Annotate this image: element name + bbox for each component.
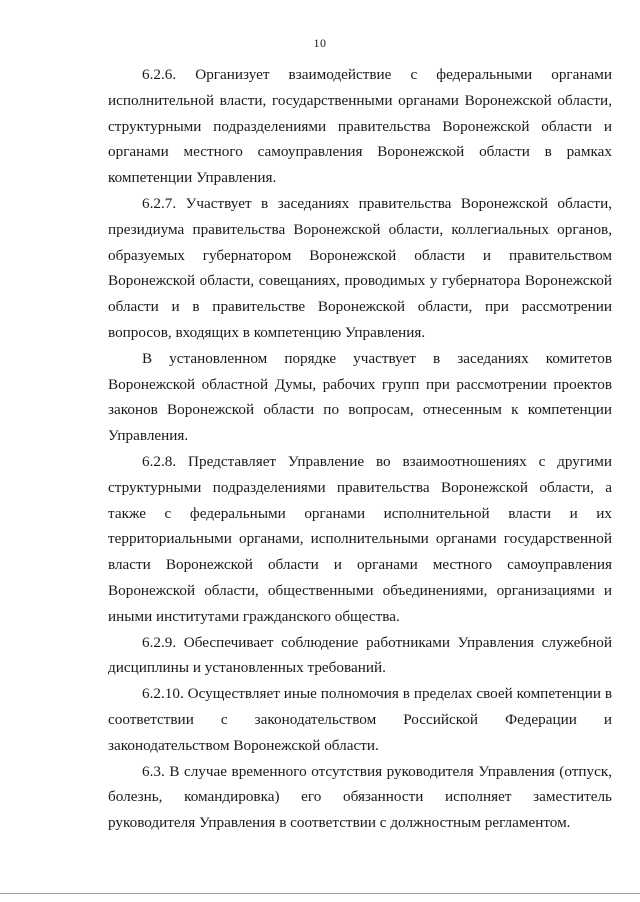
paragraph-6-2-6: 6.2.6. Организует взаимодействие с федеральными органами исполнительной власти, государственными органами Воронежской области, структурными подразделениями правительства Воронежской области и органами местного самоуправления Воронежской области в рамках компетенции Управления. xyxy=(108,66,612,187)
document-body xyxy=(108,62,612,836)
paragraph-6-2-10: 6.2.10. Осуществляет иные полномочия в пределах своей компетенции в соответствии с законодательством Российской Федерации и законодательством Воронежской области. xyxy=(108,685,612,754)
paragraph-6-2-7-continuation: В установленном порядке участвует в заседаниях комитетов Воронежской областной Думы, рабочих групп при рассмотрении проектов законов Воронежской области по вопросам, отнесенным к компетенции Управления. xyxy=(108,349,612,445)
page-number: 10 xyxy=(313,36,327,50)
paragraph-6-2-7: 6.2.7. Участвует в заседаниях правительства Воронежской области, президиума правительства Воронежской области, коллегиальных органов, образуемых губернатором Воронежской области и правительством Воронежской области, совещаниях, проводимых у губернатора Воронежской области и в правительстве Воронежской области, при рассмотрении вопросов, входящих в компетенцию Управления. xyxy=(108,194,612,341)
page-bottom-rule xyxy=(0,893,640,894)
paragraph-6-3: 6.3. В случае временного отсутствия руководителя Управления (отпуск, болезнь, командировка) его обязанности исполняет заместитель руководителя Управления в соответствии с должностным регламентом. xyxy=(108,762,612,832)
paragraph-6-2-8: 6.2.8. Представляет Управление во взаимоотношениях с другими структурными подразделениями правительства Воронежской области, а также с федеральными органами исполнительной власти и их территориальными органами, исполнительными органами государственной власти Воронежской области и органами местного самоуправления Воронежской области, общественными объединениями, организациями и иными институтами гражданского общества. xyxy=(108,452,612,625)
paragraph-6-2-9: 6.2.9. Обеспечивает соблюдение работниками Управления служебной дисциплины и установленных требований. xyxy=(108,633,612,677)
